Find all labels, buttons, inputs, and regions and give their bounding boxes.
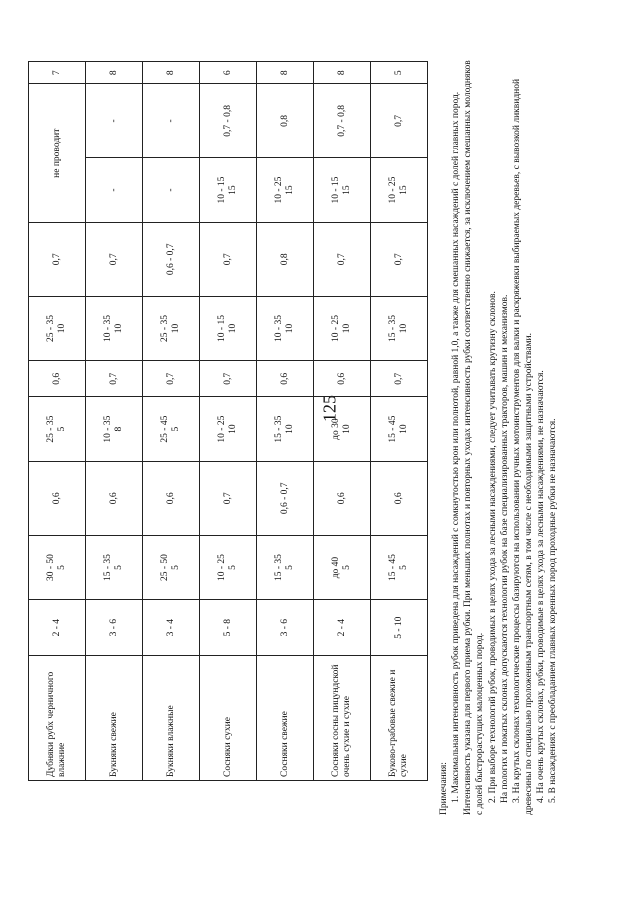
rotated-content (28, 55, 559, 815)
table-cell: 0,8 (257, 84, 314, 158)
row-label: Сосняки сухие (200, 656, 257, 781)
table-row (86, 62, 143, 781)
table-cell: 0,6 (86, 461, 143, 535)
table-cell: 8 (86, 62, 143, 85)
table-cell: 0,7 - 0,8 (200, 84, 257, 158)
table-row (314, 62, 371, 781)
table-cell: не проводит (29, 84, 86, 222)
table-cell: 10 - 35 10 (86, 296, 143, 361)
table-cell: 0,8 (257, 222, 314, 296)
table-cell: 5 (371, 62, 428, 85)
table-cell: 0,6 - 0,7 (143, 222, 200, 296)
table-cell: 8 (257, 62, 314, 85)
note-2b: На пологих и покатых склонах допускаются технологии рубок на базе специализированных тракторов, машин и механизмов. (499, 294, 510, 803)
page-number: 125 (319, 395, 340, 422)
row-label: Буково-грабовые свежие и сухие (371, 656, 428, 781)
table-cell: 0,6 (143, 461, 200, 535)
table-cell: 10 - 25 15 (371, 158, 428, 223)
table-cell: 25 - 35 5 (29, 397, 86, 462)
table-cell: 25 - 35 10 (29, 296, 86, 361)
note-4: 4. На очень крутых склонах, рубки, проводимые в целях ухода за лесными насаждениями, не назначаются. (536, 370, 547, 803)
note-5: 5. В насаждениях с преобладанием главных коренных пород проходные рубки не назначаются. (548, 418, 559, 803)
table-cell: 15 - 35 5 (257, 535, 314, 600)
table-cell: 0,6 (314, 461, 371, 535)
table-row (257, 62, 314, 781)
table-cell: 25 - 50 5 (143, 535, 200, 600)
table-cell: 15 - 45 10 (371, 397, 428, 462)
table-cell: 7 (29, 62, 86, 85)
table-cell: 25 - 45 5 (143, 397, 200, 462)
table-cell: - (86, 158, 143, 223)
table-cell: 0,7 (200, 361, 257, 397)
notes-block (438, 55, 560, 815)
table-cell: 3 - 6 (257, 600, 314, 656)
table-cell: 0,7 (314, 222, 371, 296)
table-cell: 25 - 35 10 (143, 296, 200, 361)
table-cell: 3 - 4 (143, 600, 200, 656)
table-cell: 10 - 35 8 (86, 397, 143, 462)
table-cell: 0,6 (29, 361, 86, 397)
note-1: 1. Максимальная интенсивность рубок приведена для насаждений с сомкнутостью крон или полнотой, равной 1,0, а также для смешанных насаждений с долей главных пород. Интенсивность указана для первого приема рубки. При меньших полнотах и повторных уходах интенсивность рубки соответственно снижается, за исключением смешанных молодняков с долей быстрорастущих малоценных пород. (451, 60, 486, 815)
table-cell: до 40 5 (314, 535, 371, 600)
table-cell: 0,6 (314, 361, 371, 397)
table-cell: - (143, 84, 200, 158)
table-row (29, 62, 86, 781)
table-cell: 0,7 (371, 84, 428, 158)
table-cell: 0,7 (86, 361, 143, 397)
table-cell: 30 - 50 5 (29, 535, 86, 600)
table-row (371, 62, 428, 781)
row-label: Букняки свежие (86, 656, 143, 781)
table-cell: 2 - 4 (29, 600, 86, 656)
silviculture-table (28, 61, 428, 781)
table-cell: до 30 10 (314, 397, 371, 462)
table-cell: 0,7 (29, 222, 86, 296)
table-cell: 0,7 - 0,8 (314, 84, 371, 158)
table-cell: 0,7 (371, 222, 428, 296)
table-cell: - (86, 84, 143, 158)
table-cell: 6 (200, 62, 257, 85)
table-cell: 15 - 35 10 (371, 296, 428, 361)
table-cell: 15 - 35 10 (257, 397, 314, 462)
table-cell: 0,6 (371, 461, 428, 535)
table-cell: 5 - 10 (371, 600, 428, 656)
row-label: Сосняки сосны пицундской очень сухие и сухие (314, 656, 371, 781)
table-cell: 10 - 25 5 (200, 535, 257, 600)
table-cell: 0,7 (200, 461, 257, 535)
table-cell: 10 - 35 10 (257, 296, 314, 361)
table-cell: 10 - 25 15 (257, 158, 314, 223)
table-cell: 0,6 - 0,7 (257, 461, 314, 535)
row-label: Сосняки свежие (257, 656, 314, 781)
table-cell: 15 - 45 5 (371, 535, 428, 600)
table-cell: 10 - 25 10 (200, 397, 257, 462)
note-2: 2. При выборе технологий рубок, проводимых в целях ухода за лесными насаждениями, следует учитывать крутизну склонов. (487, 291, 498, 803)
table-cell: 8 (143, 62, 200, 85)
table-cell: - (143, 158, 200, 223)
notes-heading: Примечания: (439, 762, 449, 815)
table-row (143, 62, 200, 781)
table-cell: 0,6 (257, 361, 314, 397)
table-cell: 10 - 25 10 (314, 296, 371, 361)
table-cell: 8 (314, 62, 371, 85)
table-cell: 0,7 (86, 222, 143, 296)
table-cell: 10 - 15 15 (200, 158, 257, 223)
row-label: Дубняки рубх черничного влажние (29, 656, 86, 781)
table-cell: 3 - 6 (86, 600, 143, 656)
table-cell: 15 - 35 5 (86, 535, 143, 600)
table-cell: 5 - 8 (200, 600, 257, 656)
table-row (200, 62, 257, 781)
table-cell: 0,7 (143, 361, 200, 397)
note-3: 3. На крутых склонах технологические процессы базируются на использовании ручных мотоинструментов для валки и раскряжевки выбираемых деревьев, с вывозкой ликвидной древесины по специально проложенным транспортным сетям, в том числе с необходимыми защитными устройствами. (511, 78, 535, 815)
table-cell: 10 - 15 15 (314, 158, 371, 223)
table-cell: 0,7 (200, 222, 257, 296)
table-cell: 10 - 15 10 (200, 296, 257, 361)
table-cell: 0,7 (371, 361, 428, 397)
table-cell: 0,6 (29, 461, 86, 535)
table-cell: 2 - 4 (314, 600, 371, 656)
row-label: Букняки влажные (143, 656, 200, 781)
